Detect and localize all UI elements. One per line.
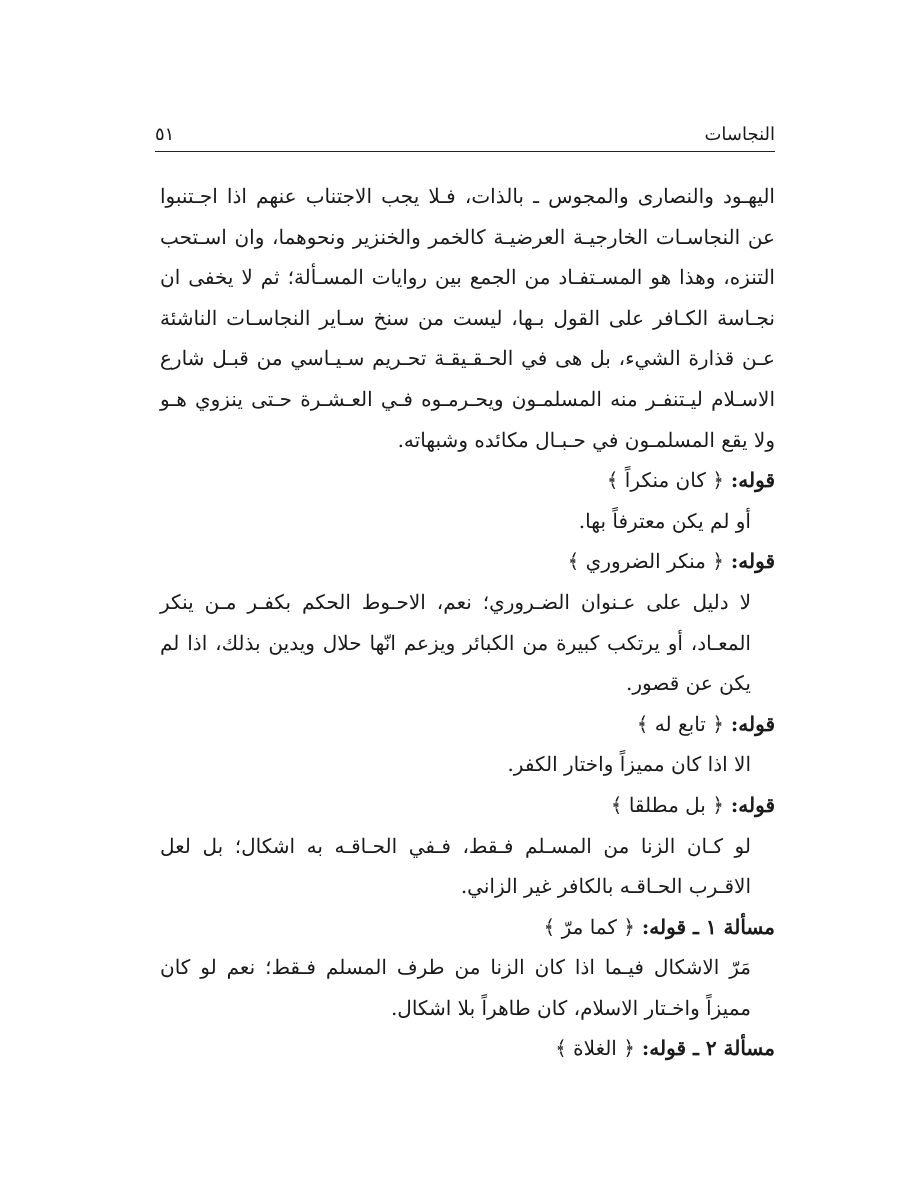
issue-label: مسألة ٢ ـ قوله: xyxy=(641,1036,775,1061)
commentary-paragraph: مَرّ الاشكال فيـما اذا كان الزنا من طرف المسلم فـقط؛ نعم لو كان مميزاً واخـتار الاسلام، كان طاهراً بلا اشكال. xyxy=(160,955,751,1020)
quote-heading xyxy=(160,704,775,745)
quoted-phrase: ﴿ كان منكراً ﴾ xyxy=(606,468,724,493)
issue-heading xyxy=(160,1028,775,1069)
quote-label: قوله: xyxy=(730,711,775,736)
running-header xyxy=(155,120,775,148)
quote-label: قوله: xyxy=(730,792,775,817)
quoted-phrase: ﴿ كما مرّ ﴾ xyxy=(543,914,635,939)
commentary-paragraph: لو كـان الزنا من المسـلم فـقط، فـفي الحـاقـه به اشكال؛ بل لعل الاقـرب الحـاقـه بالكافر غير الزاني. xyxy=(160,833,751,899)
chapter-title: النجاسات xyxy=(704,123,775,145)
page-body xyxy=(160,176,775,1069)
commentary-paragraph: لا دليل على عـنوان الضـروري؛ نعم، الاحـوط الحكم بكفـر مـن ينكر المعـاد، أو يرتكب كبيرة من الكبائر ويزعم انّها حلال ويدين بذلك، اذا لم يكن عن قصور. xyxy=(160,589,751,696)
quoted-phrase: ﴿ تابع له ﴾ xyxy=(636,711,724,736)
page-number: ٥١ xyxy=(155,123,175,145)
quote-label: قوله: xyxy=(730,549,775,574)
commentary-paragraph: الا اذا كان مميزاً واختار الكفر. xyxy=(507,752,751,777)
quoted-phrase: ﴿ الغلاة ﴾ xyxy=(555,1036,635,1061)
quote-heading xyxy=(160,785,775,826)
quoted-phrase: ﴿ بل مطلقا ﴾ xyxy=(610,792,724,817)
quote-label: قوله: xyxy=(730,468,775,493)
quote-heading xyxy=(160,541,775,582)
issue-heading xyxy=(160,907,775,948)
commentary-paragraph: أو لم يكن معترفاً بها. xyxy=(578,508,751,533)
quote-heading xyxy=(160,460,775,501)
commentary-paragraph: اليهـود والنصارى والمجوس ـ بالذات، فـلا يجب الاجتناب عنهم اذا اجـتنبوا عن النجاسـات الخارجيـة العرضيـة كالخمر والخنزير ونحوهما، وان اسـتحب التنزه، وهذا هو المسـتفـاد من الجمع بين روايات المسـألة؛ ثم لا يخفى ان نجـاسة الكـافر على القول بـها، ليست من سنخ سـاير النجاسـات الناشئة عـن قذارة الشيء، بل هى في الحـقـيقـة تحـريم سـيـاسي من قبـل شارع الاسـلام ليـتنفـر منه المسلمـون ويحـرمـوه فـي العـشـرة حـتى ينزوي هـو ولا يقع المسلمـون في حـبـال مكائده وشبهاته. xyxy=(160,184,775,452)
quoted-phrase: ﴿ منكر الضروري ﴾ xyxy=(567,549,724,574)
header-rule xyxy=(155,151,775,152)
issue-label: مسألة ١ ـ قوله: xyxy=(641,914,775,939)
